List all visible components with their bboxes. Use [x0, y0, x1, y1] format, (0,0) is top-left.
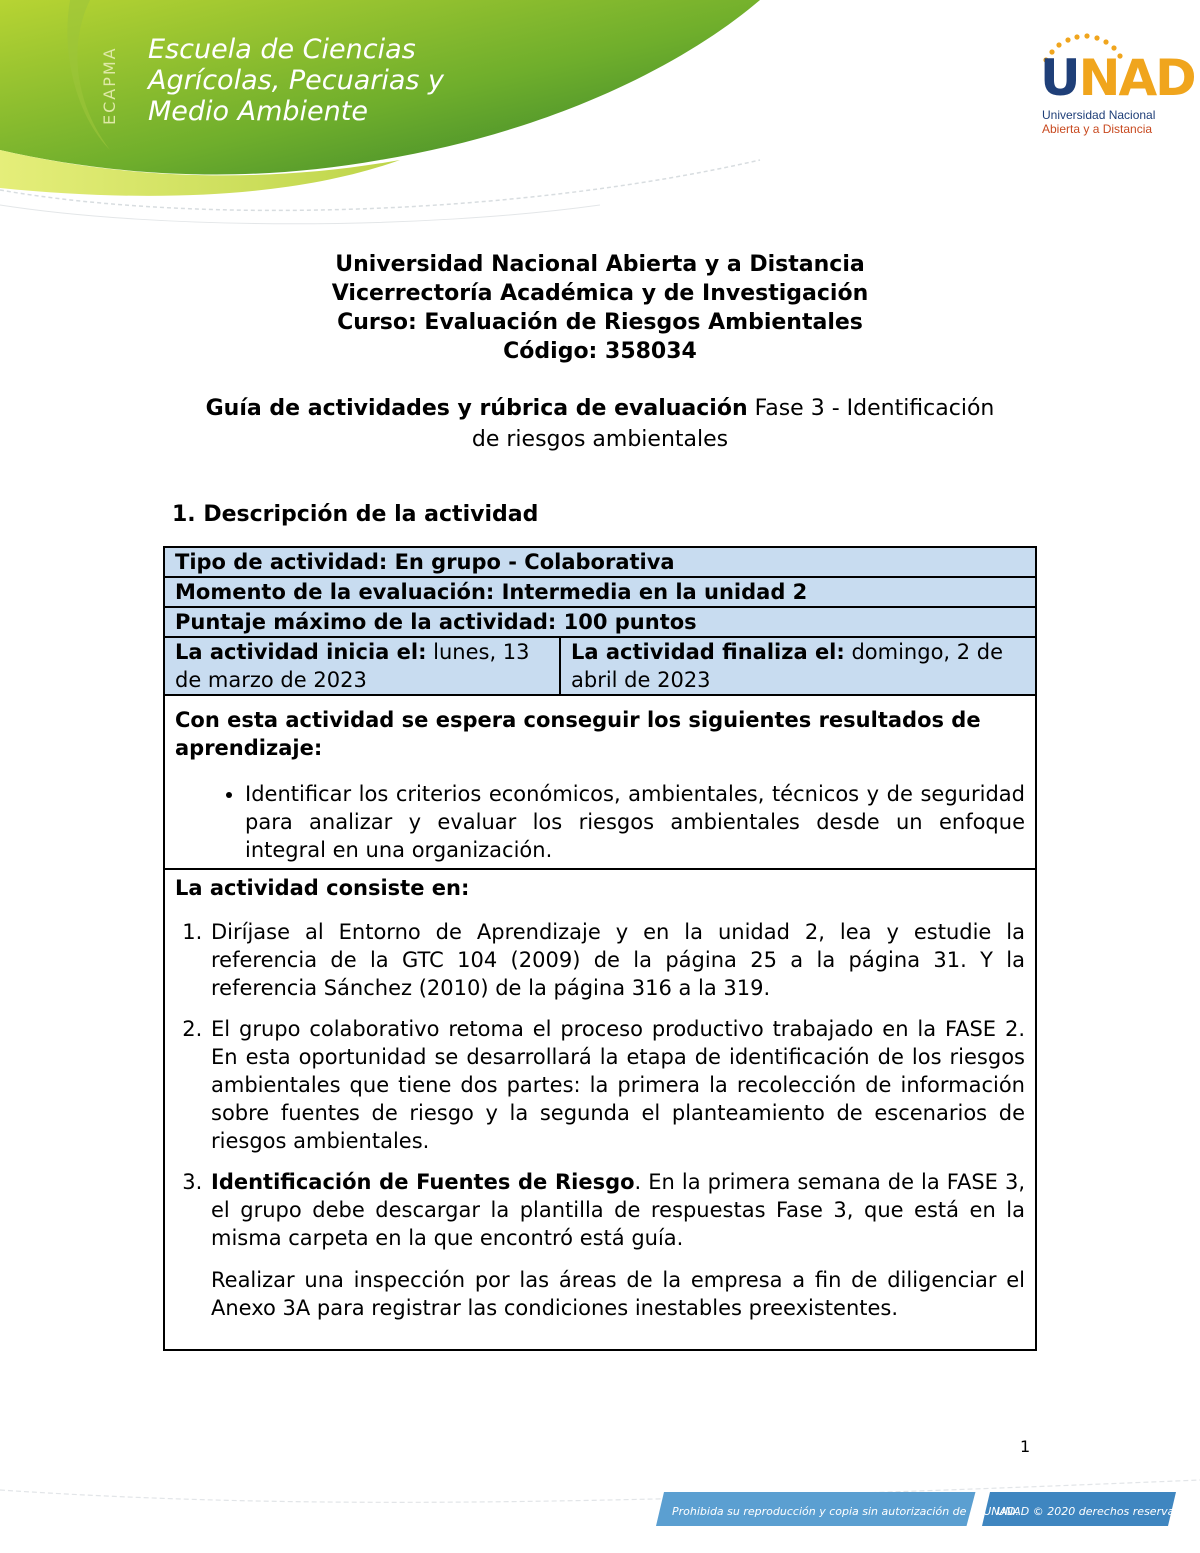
list-item: • Identificar los criterios económicos, ambientales, técnicos y de seguridad para analizar y evaluar los riesgos ambientales desde un enfoque integral en una organización.: [245, 780, 1025, 864]
guide-title-rest: Fase 3 - Identificación: [747, 396, 995, 421]
list-item: 2. El grupo colaborativo retoma el proceso productivo trabajado en la FASE 2. En esta oportunidad se desarrollará la etapa de identificación de los riesgos ambientales que tiene dos partes: la primera la recolección de información sobre fuentes de riesgo y la segunda el planteamiento de escenarios de riesgos ambientales.: [209, 1015, 1025, 1155]
section-title: 1. Descripción de la actividad: [172, 502, 539, 527]
evaluation-moment: Momento de la evaluación: Intermedia en la unidad 2: [164, 577, 1036, 607]
unad-logo: [1032, 30, 1195, 140]
activity-type: Tipo de actividad: En grupo - Colaborativa: [164, 547, 1036, 577]
title-university: Universidad Nacional Abierta y a Distancia: [335, 252, 865, 277]
title-vicerrectoria: Vicerrectoría Académica y de Investigación: [331, 281, 869, 306]
ecapma-label: ECAPMA: [100, 46, 119, 126]
logo-line1: Universidad Nacional: [1042, 108, 1156, 122]
school-name: [148, 34, 444, 127]
activity-steps-list: [175, 918, 1025, 1322]
activity-steps-cell: [164, 869, 1036, 1350]
school-name-line: Agrícolas, Pecuarias y: [148, 65, 445, 96]
list-item: 1. Diríjase al Entorno de Aprendizaje y en la unidad 2, lea y estudie la referencia de la GTC 104 (2009) de la página 25 a la página 31. Y la referencia Sánchez (2010) de la página 316 a la 319.: [209, 918, 1025, 1002]
title-course: Curso: Evaluación de Riesgos Ambientales: [337, 310, 863, 335]
page-number: 1: [1020, 1437, 1031, 1456]
school-name-line: Medio Ambiente: [148, 96, 368, 127]
max-score: Puntaje máximo de la actividad: 100 puntos: [164, 607, 1036, 637]
start-date-value: lunes, 13 de marzo de 2023: [175, 640, 530, 692]
end-date-cell: [560, 637, 1036, 695]
school-name-line: Escuela de Ciencias: [148, 34, 416, 65]
guide-title-rest-2: de riesgos ambientales: [471, 427, 729, 452]
end-date-value: domingo, 2 de abril de 2023: [571, 640, 1004, 692]
end-date-label: La actividad finaliza el:: [571, 640, 845, 664]
step3-extra: Realizar una inspección por las áreas de la empresa a fin de diligenciar el Anexo 3A para registrar las condiciones inestables preexistentes.: [211, 1268, 1025, 1320]
activity-steps-heading: La actividad consiste en:: [175, 876, 470, 900]
list-item: [209, 1168, 1025, 1322]
footer-copyright-notice: Prohibida su reproducción y copia sin autorización de la UNAD.: [672, 1505, 1019, 1518]
title-code: Código: 358034: [503, 339, 697, 364]
start-date-cell: [164, 637, 560, 695]
step3-bold: Identificación de Fuentes de Riesgo: [211, 1170, 635, 1194]
logo-letters: [1040, 50, 1195, 106]
footer-rights: UNAD © 2020 derechos reservados.: [997, 1505, 1198, 1518]
document-titles: [0, 250, 1200, 366]
step3-rest: . En la primera semana de la FASE 3, el grupo debe descargar la plantilla de respuestas Fase 3, que está en la misma carpeta en la que encontró está guía.: [211, 1170, 1025, 1250]
start-date-label: La actividad inicia el:: [175, 640, 427, 664]
guide-title-bold: Guía de actividades y rúbrica de evaluación: [205, 396, 748, 421]
logo-u: U: [1040, 49, 1079, 107]
logo-line2: Abierta y a Distancia: [1042, 122, 1153, 136]
learning-outcomes-heading: Con esta actividad se espera conseguir los siguientes resultados de aprendizaje:: [175, 708, 981, 760]
activity-table: [163, 546, 1037, 1351]
logo-nad: NAD: [1078, 49, 1195, 107]
learning-outcomes-list: [175, 780, 1025, 864]
learning-outcomes-cell: [164, 695, 1036, 869]
guide-title: [170, 393, 1030, 455]
